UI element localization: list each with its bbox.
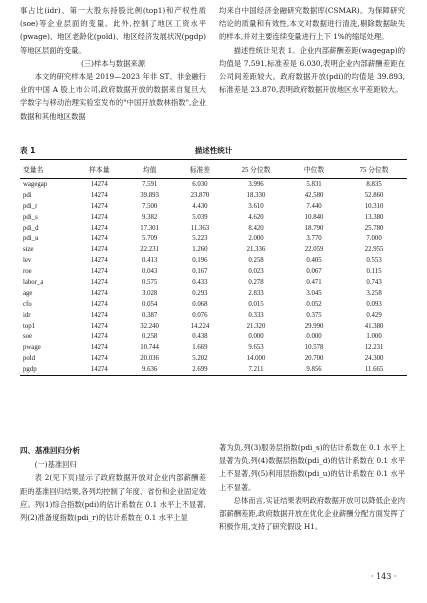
variable-name-cell: top1	[23, 322, 36, 330]
table-cell: 0.429	[366, 311, 382, 319]
table-cell: 3.996	[248, 180, 264, 188]
table-cell: 18.330	[246, 191, 266, 199]
table-cell: 14274	[90, 235, 108, 243]
variable-name-cell: roe	[23, 268, 32, 276]
variable-name-cell: labor_a	[23, 278, 44, 286]
table-cell: 17.301	[140, 224, 159, 232]
table-title: 描述性统计	[194, 146, 233, 155]
table-cell: 1.000	[366, 333, 382, 341]
table-cell: 20.700	[304, 355, 324, 363]
table-cell: 7.211	[248, 366, 264, 374]
table-row	[20, 310, 407, 321]
table-cell: 14274	[90, 268, 108, 276]
table-cell: 14274	[90, 278, 108, 286]
variable-name-cell: pdi	[23, 191, 32, 199]
table-cell: 2.833	[248, 289, 264, 297]
variable-name-cell: pold	[23, 355, 36, 363]
table-cell: 0.052	[306, 300, 322, 308]
variable-name-cell: pdi_u	[23, 235, 39, 243]
bottom-left-column	[20, 441, 206, 524]
table-cell: 0.054	[141, 300, 158, 308]
table-cell: 14274	[90, 366, 108, 374]
table-cell: 22.955	[364, 246, 384, 254]
column-header: 25 分位数	[241, 167, 271, 174]
table-cell: 11.665	[364, 366, 384, 374]
table-cell: 0.093	[366, 300, 382, 308]
table-cell: 0.405	[306, 257, 322, 265]
table-cell: 3.258	[366, 289, 382, 297]
table-row	[20, 321, 407, 332]
table-row	[20, 353, 407, 364]
column-header: 75 分位数	[359, 167, 389, 174]
variable-name-cell: age	[23, 289, 33, 297]
table-cell: 22.059	[304, 246, 324, 254]
table-cell: 0.115	[366, 268, 382, 276]
table-cell: 0.438	[192, 333, 208, 341]
table-cell: 7.591	[141, 180, 158, 188]
table-cell: 14274	[90, 257, 108, 265]
paragraph: 描述性统计见表 1。企业内部薪酬差距(wagegap)的均值是 7.591,标准差是 6.030,表明企业内部薪酬差距在公司间差距较大。政府数据开放(pdi)的均值是 39.893,标准差是 23.870,表明政府数据开放地区水平差距较大。	[219, 45, 405, 95]
table-cell: 3.028	[141, 289, 158, 297]
table-cell: 14274	[90, 300, 108, 308]
variable-name-cell: pdi_d	[23, 224, 39, 232]
table-cell: 0.278	[248, 278, 264, 286]
variable-name-cell: lev	[23, 257, 32, 265]
table-cell: 14274	[90, 289, 108, 297]
variable-name-cell: pgdp	[23, 366, 37, 374]
table-cell: 0.258	[248, 257, 264, 265]
table-cell: 14274	[90, 246, 108, 254]
variable-name-cell: soe	[23, 333, 33, 341]
table-cell: 0.196	[192, 257, 208, 265]
table-row	[20, 233, 407, 244]
page-number: · 143 ·	[371, 572, 397, 581]
table-cell: 0.043	[141, 268, 158, 276]
table-cell: 5.202	[192, 355, 208, 363]
table-cell: 10.310	[364, 202, 384, 210]
paragraph: 事占比(idr)、第一大股东持股比例(top1)和产权性质(soe)等企业层面的变量。此外,控制了地区工资水平(pwage)、地区老龄化(pold)、地区经济发展状况(pgdp)等地区层面的变量。	[20, 6, 206, 55]
table-cell: 4.620	[248, 213, 264, 221]
table-row	[20, 364, 407, 375]
table-cell: 52.860	[364, 191, 384, 199]
bottom-right-column	[219, 441, 405, 533]
table-row	[20, 277, 407, 288]
table-cell: 42.580	[304, 191, 324, 199]
table-cell: 8.835	[366, 180, 382, 188]
table-cell: 14.224	[190, 322, 210, 330]
section-heading: 四、基准回归分析	[20, 446, 80, 455]
table-cell: 2.000	[248, 235, 264, 243]
table-cell: 4.430	[192, 202, 208, 210]
table-cell: 14274	[90, 191, 108, 199]
table-cell: 18.790	[304, 224, 324, 232]
column-header: 均值	[142, 167, 157, 174]
table-cell: 21.320	[246, 322, 266, 330]
variable-name-cell: pdi_s	[23, 213, 38, 221]
paragraph: 著为负,列(3)服务层指数(pdi_s)的估计系数在 0.1 水平上显著为负,列(4)数据层指数(pdi_d)的估计系数在 0.1 水平上不显著,列(5)利用层指数(pdi_u)的估计系数在 0.1 水平上不显著。	[219, 443, 405, 492]
column-header: 中位数	[303, 167, 325, 174]
table-cell: 0.433	[192, 278, 208, 286]
table-cell: 3.045	[306, 289, 322, 297]
table-cell: 9.856	[306, 366, 322, 374]
table-caption	[20, 143, 407, 159]
variable-name-cell: pwage	[23, 344, 41, 352]
table-cell: 7.000	[366, 235, 382, 243]
table-cell: 0.333	[248, 311, 264, 319]
table-cell: 0.015	[248, 300, 264, 308]
table-cell: 5.223	[192, 235, 208, 243]
table-cell: 10.578	[304, 344, 324, 352]
table-row	[20, 266, 407, 277]
table-row	[20, 288, 407, 299]
subsection-heading: (一)基准回归	[34, 460, 77, 470]
table-cell: 24.300	[364, 355, 384, 363]
table-cell: 39.893	[140, 191, 159, 199]
table-row	[20, 331, 407, 342]
table-row	[20, 244, 407, 255]
top-right-column	[219, 4, 405, 96]
table-cell: 1.669	[192, 344, 208, 352]
table-cell: 20.036	[140, 355, 159, 363]
table-cell: 3.610	[248, 202, 264, 210]
table-cell: 0.000	[248, 333, 264, 341]
table-cell: 0.471	[306, 278, 322, 286]
table-header-row	[20, 160, 407, 179]
table-cell: 14274	[90, 311, 108, 319]
table-cell: 11.363	[190, 224, 210, 232]
table-cell: 7.500	[141, 202, 158, 210]
table-cell: 0.023	[248, 268, 264, 276]
table-cell: 0.743	[366, 278, 382, 286]
table-cell: 0.375	[306, 311, 322, 319]
column-header: 样本量	[89, 167, 110, 174]
table-cell: 32.240	[140, 322, 159, 330]
table-row	[20, 255, 407, 266]
table-cell: 5.831	[306, 180, 322, 188]
table-cell: 14274	[90, 180, 108, 188]
table-cell: 0.575	[141, 278, 158, 286]
table-cell: 5.709	[141, 235, 158, 243]
table-row	[20, 212, 407, 223]
table-cell: 12.231	[364, 344, 384, 352]
column-header: 变量名	[23, 167, 44, 174]
table-cell: 9.636	[141, 366, 158, 374]
table-cell: 9.382	[141, 213, 158, 221]
table-cell: 0.258	[141, 333, 158, 341]
table-cell: 2.699	[192, 366, 208, 374]
table-cell: 0.068	[192, 300, 208, 308]
table-cell: 14274	[90, 333, 108, 341]
table-cell: 0.553	[366, 257, 382, 265]
table-cell: 14274	[90, 322, 108, 330]
table-row	[20, 201, 407, 212]
subsection-heading: (三)样本与数据来源	[80, 58, 146, 68]
variable-name-cell: size	[23, 246, 34, 254]
table-row	[20, 342, 407, 353]
table-row	[20, 299, 407, 310]
table-cell: 14.000	[246, 355, 266, 363]
table-cell: 14274	[90, 344, 108, 352]
table-cell: 29.990	[304, 322, 324, 330]
paragraph: 总体而言,实证结果表明政府数据开放可以降低企业内部薪酬差距,政府数据开放在优化企业薪酬分配方面发挥了积极作用,支持了研究假设 H1。	[219, 495, 405, 532]
table-cell: 0.167	[192, 268, 208, 276]
table-row	[20, 179, 407, 190]
table-cell: 10.840	[304, 213, 324, 221]
table-row	[20, 190, 407, 201]
table-cell: 14274	[90, 224, 108, 232]
paragraph: 表 2(见下页)显示了政府数据开放对企业内部薪酬差距的基准回归结果,各列均控制了年度、省份和企业固定效应。列(1)综合指数(pdi)的估计系数在 0.1 水平上不显著,列(2)准备度指数(pdi_r)的估计系数在 0.1 水平上显	[20, 473, 206, 523]
stats-table	[20, 159, 407, 376]
variable-name-cell: cfo	[23, 300, 32, 308]
table-cell: 0.387	[141, 311, 158, 319]
top-left-column	[20, 4, 206, 123]
table-cell: 0.067	[306, 268, 322, 276]
table-cell: 1.260	[192, 246, 208, 254]
table-cell: 41.380	[364, 322, 384, 330]
paragraph: 均来自中国经济金融研究数据库(CSMAR)。为保障研究结论的质量和有效性,本文对数据进行清洗,剔除数据缺失的样本,并对主要连续变量进行上下 1%的缩尾处理。	[219, 6, 405, 42]
table-cell: 5.039	[192, 213, 208, 221]
table-cell: 10.744	[140, 344, 159, 352]
table-cell: 3.770	[306, 235, 322, 243]
column-header: 标准差	[189, 167, 211, 174]
table-cell: 25.780	[364, 224, 384, 232]
table-cell: 9.653	[248, 344, 264, 352]
paragraph: 本文的研究样本是 2019—2023 年非 ST、非金融行业的中国 A 股上市公司,政府数据开放的数据来自复旦大学数字与移动治理实验室发布的"中国开放数林指数",企业数据和其他地区数据	[20, 72, 206, 121]
variable-name-cell: wagegap	[23, 180, 48, 188]
table-cell: 7.440	[306, 202, 322, 210]
descriptive-statistics-table	[20, 143, 407, 376]
table-cell: 23.870	[190, 191, 210, 199]
table-number: 表 1	[20, 146, 36, 155]
table-cell: 8.420	[248, 224, 264, 232]
table-cell: 22.231	[140, 246, 159, 254]
variable-name-cell: pdi_r	[23, 202, 38, 210]
table-cell: 6.030	[192, 180, 208, 188]
table-cell: 0.413	[141, 257, 158, 265]
variable-name-cell: idr	[23, 311, 31, 319]
table-cell: 14274	[90, 213, 108, 221]
table-cell: 21.336	[246, 246, 266, 254]
table-cell: 0.000	[306, 333, 322, 341]
table-cell: 13.380	[364, 213, 384, 221]
table-cell: 14274	[90, 202, 108, 210]
table-cell: 0.076	[192, 311, 208, 319]
table-cell: 0.293	[192, 289, 208, 297]
table-row	[20, 223, 407, 234]
table-cell: 14274	[90, 355, 108, 363]
